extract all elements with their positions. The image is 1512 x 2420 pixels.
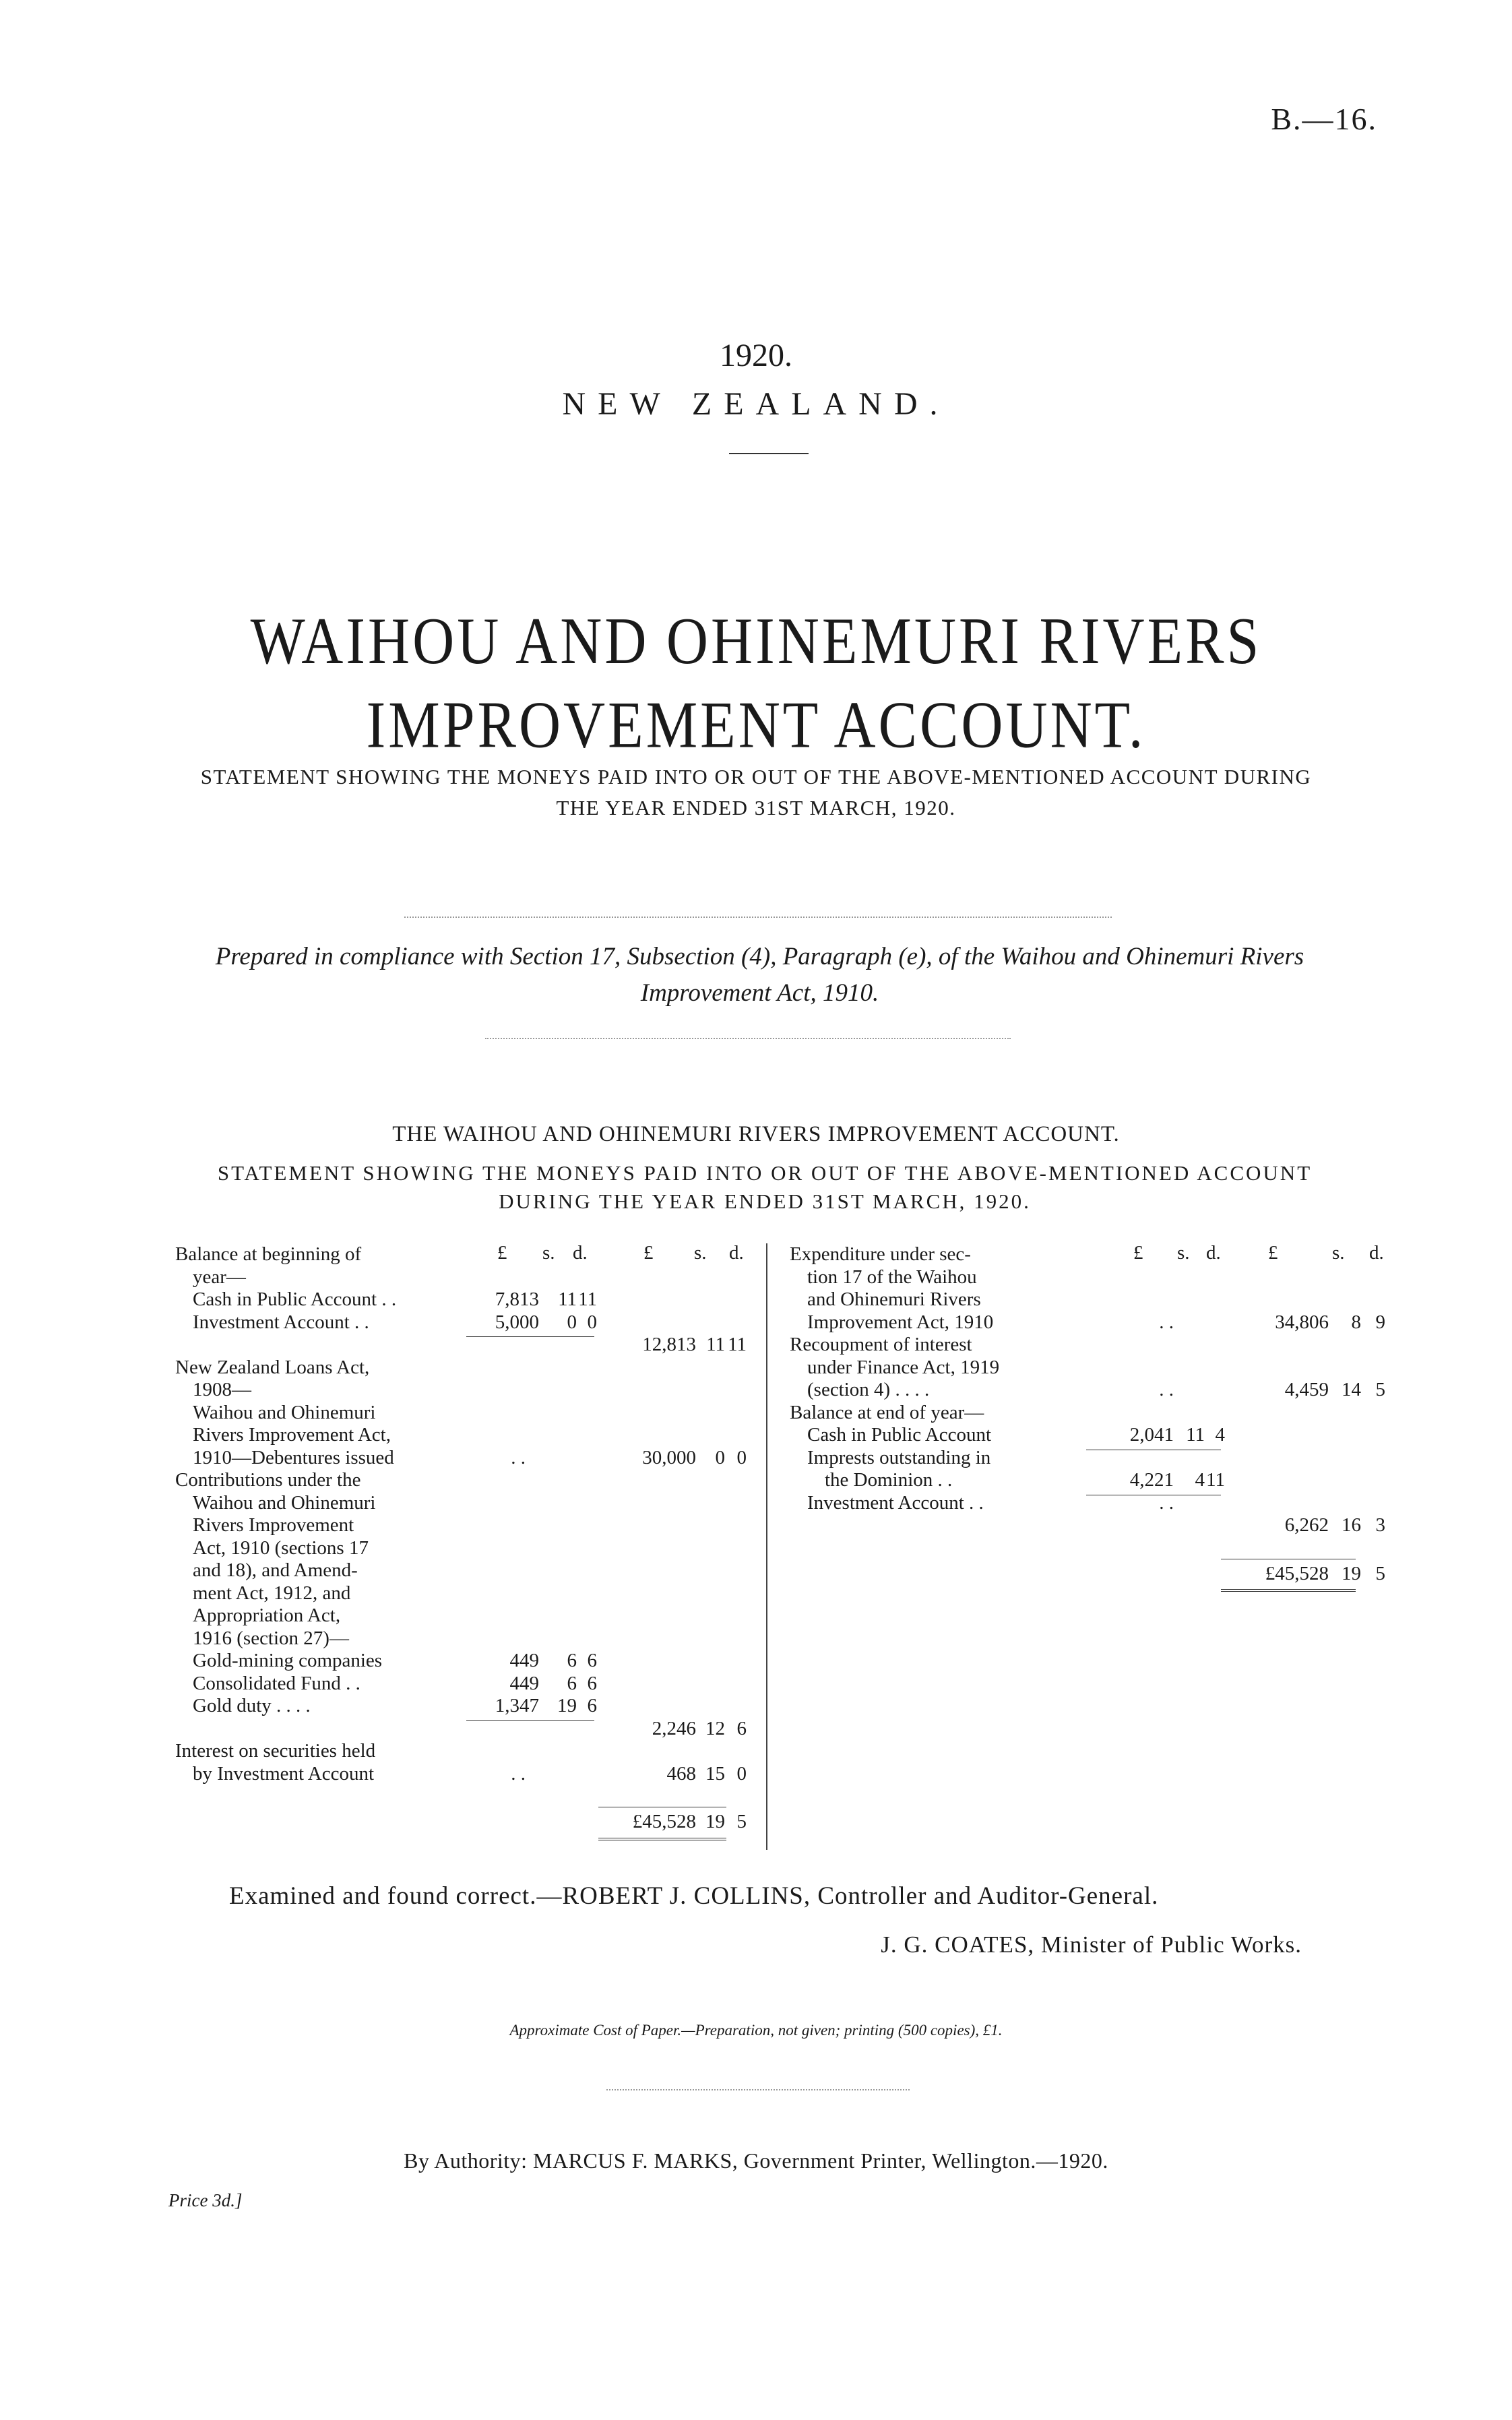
- amount-shillings: 6: [567, 1672, 577, 1694]
- grand-total-shillings: 19: [1342, 1562, 1361, 1584]
- statement-title: THE WAIHOU AND OHINEMURI RIVERS IMPROVEMENT ACCOUNT.: [392, 1122, 1120, 1146]
- ledger-item-label: tion 17 of the Waihou: [807, 1266, 977, 1288]
- column-header: £: [643, 1242, 654, 1264]
- leader-dots: . .: [1159, 1491, 1174, 1514]
- amount-shillings: 0: [567, 1311, 577, 1333]
- dotted-rule: [404, 917, 1112, 918]
- amount-shillings: 11: [706, 1334, 725, 1355]
- column-header: £: [1268, 1242, 1278, 1264]
- amount-shillings: 14: [1342, 1379, 1361, 1400]
- amount-pence: 4: [1215, 1424, 1225, 1446]
- amount-pence: 5: [1375, 1379, 1385, 1400]
- ledger-item-label: Gold duty . . . .: [193, 1695, 311, 1716]
- leader-dots: . .: [1159, 1311, 1174, 1333]
- ledger-item-label: 1910—Debentures issued: [193, 1446, 394, 1468]
- amount-pounds: 5,000: [495, 1311, 539, 1333]
- column-header: d.: [729, 1242, 744, 1264]
- amount-pence: 6: [587, 1672, 597, 1694]
- audit-certification: Examined and found correct.—ROBERT J. COLLINS, Controller and Auditor-General.: [229, 1882, 1159, 1910]
- amount-shillings: 15: [705, 1762, 725, 1785]
- amount-shillings: 11: [558, 1289, 577, 1310]
- amount-pounds: 7,813: [495, 1289, 539, 1310]
- ledger-item-label: Rivers Improvement Act,: [193, 1424, 391, 1446]
- amount-shillings: 12: [705, 1717, 725, 1739]
- ledger-item-label: New Zealand Loans Act,: [175, 1356, 370, 1378]
- amount-pounds: 4,459: [1284, 1379, 1329, 1400]
- ledger-item-label: (section 4) . . . .: [807, 1379, 930, 1400]
- ledger-item-label: by Investment Account: [193, 1762, 375, 1785]
- year-heading: 1920.: [720, 338, 792, 373]
- ledger-item-label: Interest on securities held: [175, 1740, 376, 1762]
- column-header: d.: [1206, 1242, 1221, 1264]
- ledger-item-label: Investment Account . .: [807, 1491, 984, 1514]
- ledger-item-label: Consolidated Fund . .: [193, 1672, 360, 1694]
- ledger-item-label: Expenditure under sec-: [790, 1243, 971, 1265]
- ledger-item-label: and Ohinemuri Rivers: [807, 1289, 981, 1310]
- amount-pence: 6: [736, 1717, 747, 1739]
- short-rule: [729, 453, 809, 454]
- column-header: d.: [1369, 1242, 1384, 1264]
- amount-pence: 11: [578, 1289, 597, 1310]
- amount-pounds: 468: [666, 1762, 696, 1785]
- ledger-item-label: and 18), and Amend-: [193, 1559, 358, 1581]
- subtotal-rule: [466, 1336, 594, 1337]
- minister-signature: J. G. COATES, Minister of Public Works.: [881, 1931, 1302, 1958]
- ledger-item-label: under Finance Act, 1919: [807, 1356, 1000, 1378]
- column-header: £: [1133, 1242, 1143, 1264]
- compliance-note: Prepared in compliance with Section 17, Subsection (4), Paragraph (e), of the Waihou and Ohinemuri Rivers Improvement Act, 1910.: [215, 943, 1304, 1007]
- column-header: d.: [573, 1242, 588, 1264]
- ledger-item-label: Contributions under the: [175, 1469, 361, 1491]
- amount-pence: 6: [587, 1650, 597, 1671]
- amount-pounds: 449: [509, 1650, 539, 1671]
- ledger-item-label: Cash in Public Account: [807, 1424, 992, 1446]
- amount-pence: 11: [1206, 1469, 1225, 1491]
- ledger-item-label: Waihou and Ohinemuri: [193, 1401, 376, 1423]
- ledger-item-label: Improvement Act, 1910: [807, 1311, 994, 1333]
- amount-shillings: 0: [715, 1446, 725, 1468]
- document-reference: B.—16.: [1271, 102, 1377, 136]
- amount-pounds: 2,246: [652, 1717, 696, 1739]
- ledger-item-label: 1916 (section 27)—: [193, 1627, 349, 1649]
- ledger-item-label: Act, 1910 (sections 17: [193, 1537, 369, 1559]
- ledger-item-label: Appropriation Act,: [193, 1605, 341, 1626]
- column-header: s.: [542, 1242, 555, 1264]
- ledger-item-label: Gold-mining companies: [193, 1650, 383, 1671]
- amount-pounds: 12,813: [642, 1334, 696, 1355]
- ledger-divider: [766, 1243, 767, 1850]
- amount-shillings: 16: [1342, 1514, 1361, 1536]
- ledger-item-label: Imprests outstanding in: [807, 1446, 991, 1468]
- ledger-item-label: Balance at beginning of: [175, 1243, 362, 1265]
- amount-pence: 3: [1375, 1514, 1385, 1536]
- leader-dots: . .: [511, 1446, 526, 1468]
- amount-pence: 11: [728, 1334, 747, 1355]
- leader-dots: . .: [511, 1762, 526, 1785]
- amount-shillings: 4: [1195, 1469, 1205, 1491]
- total-double-rule: [1221, 1589, 1356, 1594]
- amount-pounds: 34,806: [1275, 1311, 1329, 1333]
- grand-total-shillings: 19: [705, 1811, 725, 1832]
- leader-dots: . .: [1159, 1379, 1174, 1400]
- grand-total-pence: 5: [736, 1811, 747, 1832]
- ledger-item-label: Balance at end of year—: [790, 1401, 984, 1423]
- ledger-item-label: Cash in Public Account . .: [193, 1289, 397, 1310]
- ledger-item-label: the Dominion . .: [825, 1469, 953, 1491]
- column-header: s.: [1332, 1242, 1345, 1264]
- column-header: £: [497, 1242, 507, 1264]
- sub-heading: STATEMENT SHOWING THE MONEYS PAID INTO OR OUT OF THE ABOVE-MENTIONED ACCOUNT DURING THE YEAR ENDED 31ST MARCH, 1920.: [200, 765, 1312, 819]
- page-title: WAIHOU AND OHINEMURI RIVERS IMPROVEMENT ACCOUNT.: [250, 603, 1262, 762]
- amount-shillings: 6: [567, 1650, 577, 1671]
- statement-caption: STATEMENT SHOWING THE MONEYS PAID INTO OR OUT OF THE ABOVE-MENTIONED ACCOUNT DURING THE YEAR ENDED 31ST MARCH, 1920.: [217, 1161, 1313, 1213]
- ledger-item-label: 1908—: [193, 1379, 251, 1400]
- ledger-item-label: Recoupment of interest: [790, 1334, 972, 1355]
- amount-pence: 0: [587, 1311, 597, 1333]
- column-header: s.: [694, 1242, 707, 1264]
- amount-pence: 6: [587, 1695, 597, 1716]
- amount-pounds: 449: [509, 1672, 539, 1694]
- amount-shillings: 8: [1351, 1311, 1361, 1333]
- grand-total-pounds: £45,528: [632, 1811, 696, 1832]
- printer-authority: By Authority: MARCUS F. MARKS, Government Printer, Wellington.—1920.: [404, 2148, 1108, 2173]
- amount-shillings: 19: [557, 1695, 577, 1716]
- grand-total-pence: 5: [1375, 1562, 1385, 1584]
- total-double-rule: [598, 1838, 726, 1842]
- subtotal-rule: [466, 1720, 594, 1721]
- amount-pounds: 1,347: [495, 1695, 539, 1716]
- amount-pounds: 6,262: [1284, 1514, 1329, 1536]
- payments-ledger: [790, 1242, 1385, 1869]
- amount-pounds: 2,041: [1129, 1424, 1174, 1446]
- ledger-item-label: Waihou and Ohinemuri: [193, 1491, 376, 1514]
- amount-pounds: 30,000: [642, 1446, 696, 1468]
- ledger-item-label: Rivers Improvement: [193, 1514, 354, 1536]
- amount-pence: 0: [736, 1762, 747, 1785]
- column-header: s.: [1177, 1242, 1190, 1264]
- ledger-item-label: Investment Account . .: [193, 1311, 369, 1333]
- ledger-item-label: year—: [193, 1266, 246, 1288]
- receipts-ledger: [175, 1242, 755, 1869]
- ledger-item-label: ment Act, 1912, and: [193, 1582, 351, 1604]
- country-heading: NEW ZEALAND.: [562, 386, 950, 422]
- dotted-rule: [606, 2089, 910, 2090]
- amount-pounds: 4,221: [1129, 1469, 1174, 1491]
- cost-note: Approximate Cost of Paper.—Preparation, not given; printing (500 copies), £1.: [509, 2022, 1003, 2039]
- dotted-rule: [485, 1038, 1011, 1039]
- amount-pence: 9: [1375, 1311, 1385, 1333]
- amount-pence: 0: [736, 1446, 747, 1468]
- grand-total-pounds: £45,528: [1265, 1562, 1329, 1584]
- amount-shillings: 11: [1186, 1424, 1205, 1446]
- price-note: Price 3d.]: [168, 2190, 243, 2210]
